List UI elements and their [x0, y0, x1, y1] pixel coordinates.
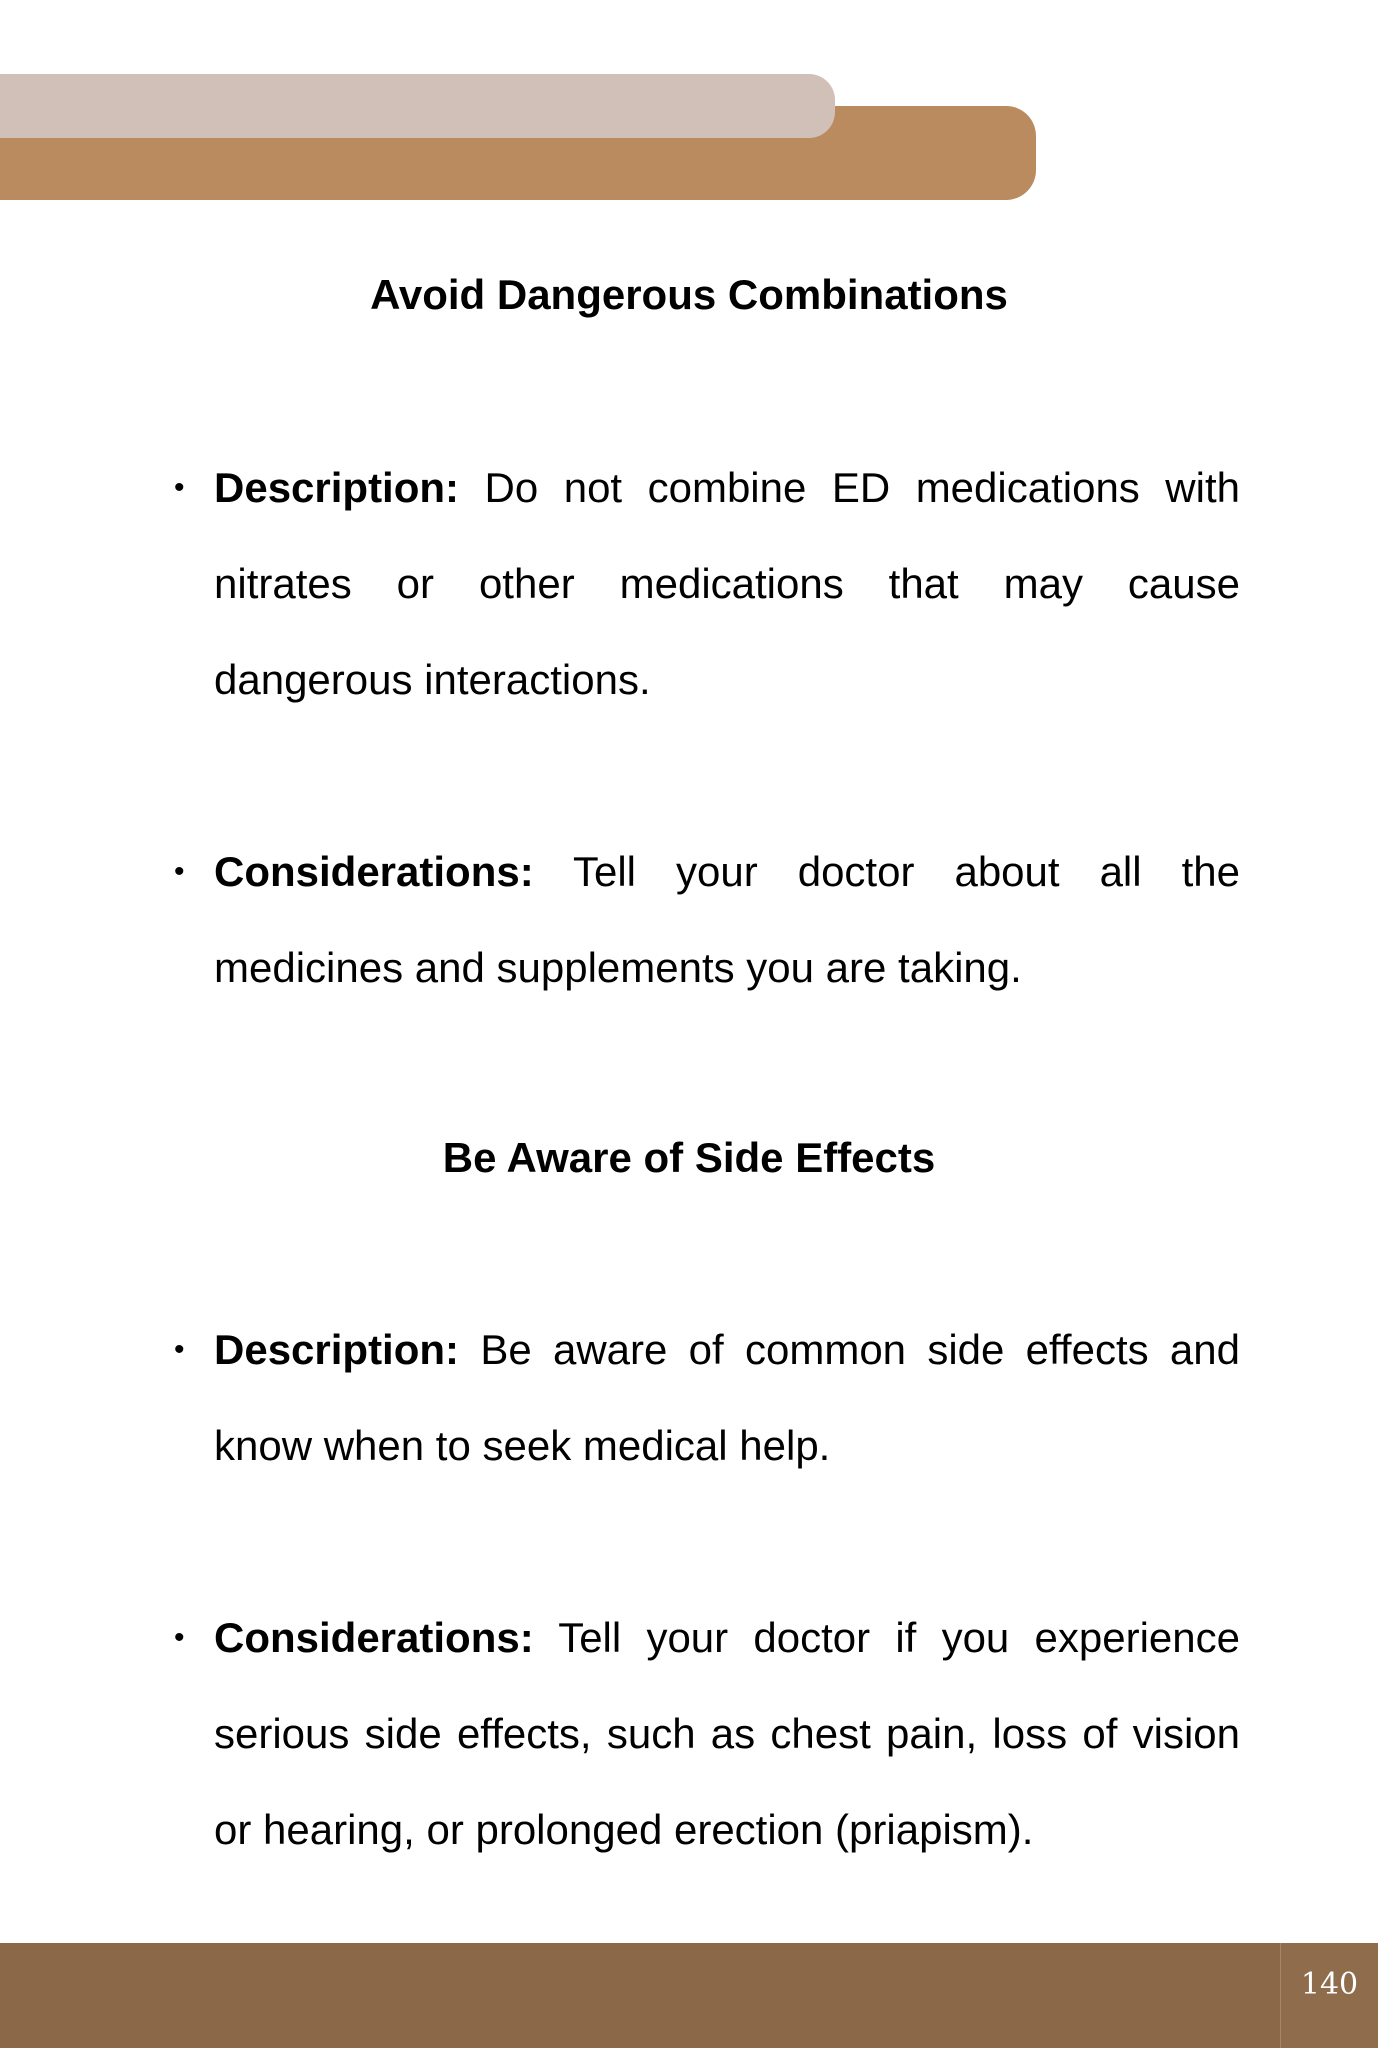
item-text: Tell your doctor about all the medicines and supplements you are taking.	[214, 848, 1240, 991]
bullet-icon: •	[174, 1621, 185, 1654]
item-text: Do not combine ED medications with nitrates or other medications that may cause dangerous interactions.	[214, 464, 1240, 703]
list-item-combinations-considerations	[174, 824, 1240, 1016]
item-text: Tell your doctor if you experience serious side effects, such as chest pain, loss of vision or hearing, or prolonged erection (priapism).	[214, 1614, 1240, 1853]
item-label: Considerations:	[214, 1614, 534, 1661]
item-label: Considerations:	[214, 848, 534, 895]
bullet-icon: •	[174, 1333, 185, 1366]
section-heading-combinations: Avoid Dangerous Combinations	[370, 271, 1008, 318]
list-item-side-effects-description	[174, 1302, 1240, 1494]
bullet-icon: •	[174, 471, 185, 504]
list-item-side-effects-considerations	[174, 1590, 1240, 1878]
list-item-combinations-description	[174, 440, 1240, 728]
section-heading-side-effects: Be Aware of Side Effects	[442, 1134, 936, 1181]
page-number: 140	[1280, 1943, 1378, 2048]
item-label: Description:	[214, 464, 460, 511]
footer-bar	[0, 1943, 1378, 2048]
item-text: Be aware of common side effects and know when to seek medical help.	[214, 1326, 1240, 1469]
item-label: Description:	[214, 1326, 460, 1373]
bullet-icon: •	[174, 855, 185, 888]
header-banner-light	[0, 74, 835, 138]
